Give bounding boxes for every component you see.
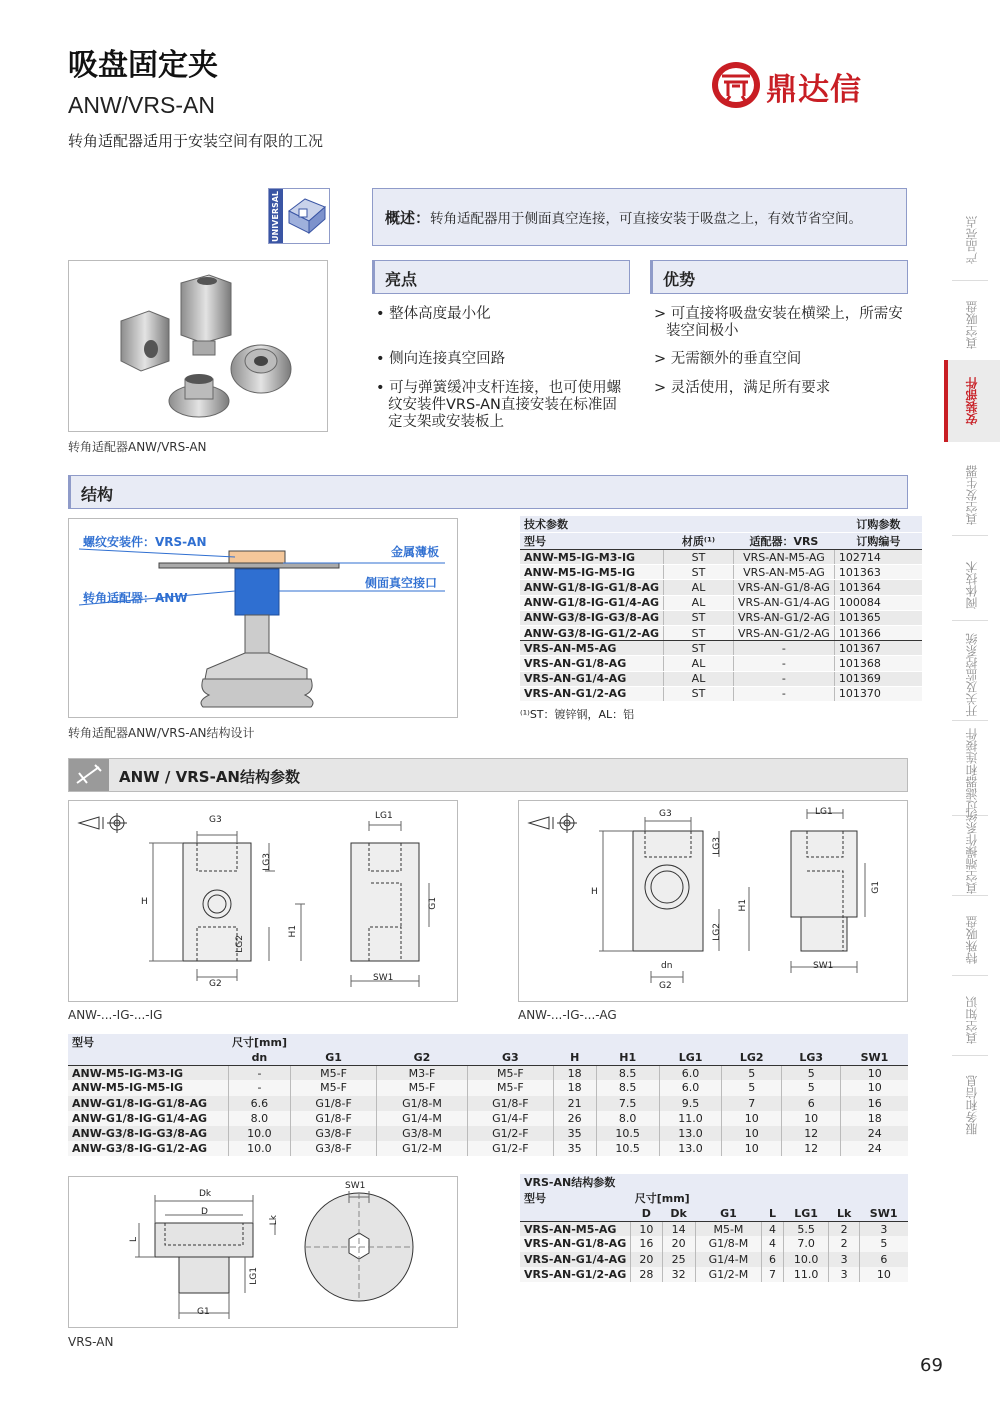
cell-value: 12	[781, 1141, 840, 1156]
cell-value: 7	[762, 1267, 784, 1282]
vrs-caption: VRS-AN	[68, 1335, 114, 1349]
anw-table-wrapper	[68, 1034, 908, 1156]
dim-label-lg1: LG1	[249, 1267, 259, 1285]
cell-value: 13.0	[659, 1126, 722, 1141]
anw-ig-ag-svg	[519, 801, 907, 1001]
column-header: LG3	[781, 1050, 840, 1065]
cell-value: 10	[859, 1267, 908, 1282]
cell-value: 24	[841, 1126, 908, 1141]
advantage-item: > 无需额外的垂直空间	[654, 351, 802, 367]
cell-value: 4	[762, 1236, 784, 1251]
label-plate: 金属薄板	[391, 545, 440, 559]
cell-value: 3	[829, 1267, 859, 1282]
dim-label-g1: G1	[428, 897, 438, 910]
cell-value: 20	[662, 1236, 695, 1251]
cell-value: G3/8-F	[291, 1141, 376, 1156]
row-model: ANW-M5-IG-M3-IG	[68, 1065, 228, 1080]
row-model: ANW-G1/8-IG-G1/8-AG	[68, 1096, 228, 1111]
cell-value: G3/8-M	[376, 1126, 467, 1141]
cell-value: 3	[859, 1221, 908, 1236]
cell-value: 5.5	[783, 1221, 829, 1236]
sidenav-item-suction-cups[interactable]: 真空吸盘	[965, 301, 979, 349]
overview-label: 概述：	[385, 209, 431, 227]
table-group-header: 技术参数	[520, 516, 834, 533]
row-model: VRS-AN-G1/4-AG	[520, 1252, 631, 1267]
cell-value: 8.5	[596, 1065, 659, 1080]
sidenav-item-valves[interactable]: 阀体技术	[965, 561, 979, 609]
cell-value: 18	[841, 1111, 908, 1126]
cell-value: 10.5	[596, 1141, 659, 1156]
dim-label-dk: Dk	[199, 1189, 212, 1199]
cell-value: 11.0	[783, 1267, 829, 1282]
table-row	[520, 1236, 908, 1251]
cell-value: G1/4-M	[695, 1252, 761, 1267]
dim-label-lg2: LG2	[712, 923, 722, 941]
dim-label-d: D	[201, 1207, 208, 1217]
dim-label-dn: dn	[661, 961, 673, 971]
universal-badge	[268, 188, 330, 244]
adapter-photo-image	[69, 261, 327, 431]
cell-value: 24	[841, 1141, 908, 1156]
cell-value: 10	[722, 1126, 781, 1141]
label-side-port: 侧面真空接口	[365, 576, 438, 590]
anw-ig-ig-svg	[69, 801, 457, 1001]
cell-value: G1/2-M	[376, 1141, 467, 1156]
dim-label-g3: G3	[209, 815, 222, 825]
table-title: VRS-AN结构参数	[520, 1174, 908, 1190]
cell-value: 6.0	[659, 1080, 722, 1095]
row-model: VRS-AN-G1/2-AG	[520, 1267, 631, 1282]
advantages-header: 优势	[650, 260, 908, 294]
cell-value: G1/8-M	[376, 1096, 467, 1111]
table-row	[68, 1080, 908, 1095]
cell-value: 8.5	[596, 1080, 659, 1095]
cell-value: 11.0	[659, 1111, 722, 1126]
highlights-header: 亮点	[372, 260, 630, 294]
dims-header	[68, 758, 908, 792]
sidenav-item-filters[interactable]: 过滤器和连接件	[965, 728, 979, 812]
sidenav-item-highlights[interactable]: 产品亮点	[965, 216, 979, 264]
label-anw: 转角适配器：ANW	[83, 591, 188, 605]
cell-value: M5-F	[376, 1080, 467, 1095]
cell-value: 10.0	[783, 1252, 829, 1267]
column-header: LG2	[722, 1050, 781, 1065]
dim-label-g3: G3	[659, 809, 672, 819]
cell-value: G3/8-F	[291, 1126, 376, 1141]
column-header: G1	[291, 1050, 376, 1065]
cell-value: 2	[829, 1221, 859, 1236]
cell-value: 4	[762, 1221, 784, 1236]
overview-text: 转角适配器用于侧面真空连接，可直接安装于吸盘之上，有效节省空间。	[430, 211, 863, 227]
dim-label-lg2: LG2	[235, 935, 245, 953]
column-header: 订购编号	[834, 533, 922, 550]
table-group-header: 订购参数	[834, 516, 922, 533]
table-row: VRS-AN-G1/8-AG AL - 101368	[520, 656, 922, 671]
cell-value: M3-F	[376, 1065, 467, 1080]
cell-value: 7	[722, 1096, 781, 1111]
order-table	[520, 516, 922, 702]
sidenav-item-end-systems[interactable]: 真空端操作系统	[965, 810, 979, 895]
cell-value: 10	[722, 1141, 781, 1156]
sidenav-item-generators[interactable]: 真空发生器	[965, 465, 979, 525]
page-number: 69	[920, 1355, 943, 1376]
table-row: ANW-M5-IG-M3-IG ST VRS-AN-M5-AG 102714	[520, 550, 922, 565]
cell-value: G1/2-F	[468, 1126, 553, 1141]
cell-value: -	[228, 1080, 291, 1095]
column-header: 型号	[68, 1034, 228, 1050]
cell-value: 10	[631, 1221, 662, 1236]
cell-value: 7.5	[596, 1096, 659, 1111]
table-row	[520, 1252, 908, 1267]
cell-value: 10.5	[596, 1126, 659, 1141]
cell-value: 5	[781, 1080, 840, 1095]
vrs-dims-table	[520, 1174, 908, 1282]
cell-value: 6.0	[659, 1065, 722, 1080]
advantage-item: > 可直接将吸盘安装在横梁上，所需安装空间极小	[654, 306, 903, 339]
dim-label-h: H	[141, 897, 148, 907]
cell-value: 16	[841, 1096, 908, 1111]
column-header: 适配器：VRS	[734, 533, 835, 550]
cell-value: 32	[662, 1267, 695, 1282]
vrs-an-svg	[69, 1177, 457, 1327]
cell-value: 13.0	[659, 1141, 722, 1156]
dim-label-lg1: LG1	[815, 807, 833, 817]
dimension-icon	[69, 759, 109, 791]
anw-ig-ag-drawing	[518, 800, 908, 1002]
dim-label-g1: G1	[871, 881, 881, 894]
cell-value: 10	[841, 1065, 908, 1080]
order-table-wrapper	[520, 516, 922, 722]
highlight-item: • 侧向连接真空回路	[376, 351, 506, 367]
sidenav-item-special-cups[interactable]: 特殊吸盘	[965, 916, 979, 964]
dim-label-sw1: SW1	[373, 973, 394, 983]
vrs-table-wrapper	[520, 1174, 908, 1282]
column-header: H	[553, 1050, 596, 1065]
cell-value: 6.6	[228, 1096, 291, 1111]
table-row: VRS-AN-G1/2-AG ST - 101370	[520, 686, 922, 701]
sidenav-item-mounting[interactable]: 安装部件	[944, 360, 1000, 442]
column-header: 型号	[520, 1190, 631, 1206]
column-header: G1	[695, 1206, 761, 1221]
column-header: LG1	[783, 1206, 829, 1221]
cell-value: 7.0	[783, 1236, 829, 1251]
table-row	[520, 1221, 908, 1236]
cell-value: 5	[859, 1236, 908, 1251]
table-row	[68, 1126, 908, 1141]
sidenav-item-switches[interactable]: 开关及监控系统	[965, 633, 979, 717]
column-header: G2	[376, 1050, 467, 1065]
column-header: dn	[228, 1050, 291, 1065]
product-photo	[68, 260, 328, 432]
brand-name: 鼎达信	[766, 72, 862, 108]
page-title: 吸盘固定夹	[68, 48, 218, 83]
cell-value: M5-F	[468, 1080, 553, 1095]
cell-value: 25	[662, 1252, 695, 1267]
drawing-caption-left: ANW-...-IG-...-IG	[68, 1008, 163, 1022]
dim-label-lk: Lk	[269, 1215, 279, 1226]
cell-value: 14	[662, 1221, 695, 1236]
advantage-item: > 灵活使用，满足所有要求	[654, 380, 831, 396]
table-row	[68, 1065, 908, 1080]
drawing-caption-right: ANW-...-IG-...-AG	[518, 1008, 617, 1022]
cell-value: G1/4-M	[376, 1111, 467, 1126]
dim-label-g2: G2	[209, 979, 222, 989]
dim-label-h1: H1	[288, 925, 298, 938]
cell-value: 21	[553, 1096, 596, 1111]
column-header: G3	[468, 1050, 553, 1065]
cell-value: G1/8-M	[695, 1236, 761, 1251]
table-row: VRS-AN-G1/4-AG AL - 101369	[520, 671, 922, 686]
table-row	[68, 1141, 908, 1156]
cell-value: 10.0	[228, 1141, 291, 1156]
table-row: ANW-G1/8-IG-G1/8-AG AL VRS-AN-G1/8-AG 101364	[520, 580, 922, 595]
cell-value: 26	[553, 1111, 596, 1126]
dim-label-lg3: LG3	[262, 853, 272, 871]
column-header: LG1	[659, 1050, 722, 1065]
dim-label-l: L	[129, 1237, 139, 1243]
cell-value: M5-M	[695, 1221, 761, 1236]
dim-label-h1: H1	[738, 899, 748, 912]
cell-value: 16	[631, 1236, 662, 1251]
cell-value: 2	[829, 1236, 859, 1251]
label-vrs: 螺纹安装件：VRS-AN	[83, 535, 207, 549]
cell-value: G1/2-F	[468, 1141, 553, 1156]
cell-value: 18	[553, 1065, 596, 1080]
cell-value: 5	[722, 1065, 781, 1080]
column-header: D	[631, 1206, 662, 1221]
column-header: SW1	[859, 1206, 908, 1221]
photo-caption: 转角适配器ANW/VRS-AN	[68, 440, 207, 454]
table-row	[68, 1096, 908, 1111]
column-header: L	[762, 1206, 784, 1221]
cell-value: 10	[722, 1111, 781, 1126]
table-group-header: 尺寸[mm]	[228, 1034, 908, 1050]
cell-value: 10	[841, 1080, 908, 1095]
brand-logo	[710, 60, 915, 110]
dims-title: ANW / VRS-AN结构参数	[119, 768, 300, 786]
dim-label-lg1: LG1	[375, 811, 393, 821]
row-model: ANW-G1/8-IG-G1/4-AG	[68, 1111, 228, 1126]
cell-value: 10.0	[228, 1126, 291, 1141]
column-header: 型号	[520, 533, 664, 550]
row-model: ANW-G3/8-IG-G3/8-AG	[68, 1126, 228, 1141]
cell-value: G1/8-F	[291, 1111, 376, 1126]
vrs-an-drawing	[68, 1176, 458, 1328]
cell-value: G1/8-F	[468, 1096, 553, 1111]
cell-value: 5	[722, 1080, 781, 1095]
cell-value: 6	[762, 1252, 784, 1267]
table-row: VRS-AN-M5-AG ST - 101367	[520, 641, 922, 656]
table-footnote: ⁽¹⁾ST：镀锌钢，AL：铝	[520, 707, 635, 721]
column-header: Lk	[829, 1206, 859, 1221]
table-group-header: 尺寸[mm]	[631, 1190, 908, 1206]
table-row	[68, 1111, 908, 1126]
cell-value: 6	[859, 1252, 908, 1267]
cell-value: 12	[781, 1126, 840, 1141]
brand-mark-icon	[710, 60, 762, 110]
structure-diagram	[68, 518, 458, 718]
highlight-item: • 可与弹簧缓冲支杆连接，也可使用螺纹安装件VRS-AN直接安装在标准固定支架或安装板上	[376, 380, 622, 430]
page-subtitle: ANW/VRS-AN	[68, 92, 215, 118]
sidenav-item-knowledge[interactable]: 真空知识	[965, 996, 979, 1044]
dim-label-lg3: LG3	[712, 837, 722, 855]
anw-ig-ig-drawing	[68, 800, 458, 1002]
cell-value: 10	[781, 1111, 840, 1126]
cell-value: 18	[553, 1080, 596, 1095]
cell-value: 35	[553, 1141, 596, 1156]
dim-label-h: H	[591, 887, 598, 897]
universal-badge-label: UNIVERSAL	[269, 189, 283, 243]
dim-label-g2: G2	[659, 981, 672, 991]
universal-adapter-icon	[285, 193, 329, 239]
cell-value: G1/4-F	[468, 1111, 553, 1126]
side-nav	[944, 200, 1000, 1200]
highlight-item: • 整体高度最小化	[376, 306, 491, 322]
structure-caption: 转角适配器ANW/VRS-AN结构设计	[68, 726, 255, 740]
row-model: VRS-AN-M5-AG	[520, 1221, 631, 1236]
dim-label-g1: G1	[197, 1307, 210, 1317]
anw-dims-table	[68, 1034, 908, 1156]
cell-value: 8.0	[228, 1111, 291, 1126]
cell-value: -	[228, 1065, 291, 1080]
cell-value: 5	[781, 1065, 840, 1080]
table-row: ANW-M5-IG-M5-IG ST VRS-AN-M5-AG 101363	[520, 565, 922, 580]
cell-value: 9.5	[659, 1096, 722, 1111]
row-model: ANW-M5-IG-M5-IG	[68, 1080, 228, 1095]
cell-value: 20	[631, 1252, 662, 1267]
page-description: 转角适配器适用于安装空间有限的工况	[68, 132, 324, 150]
table-row	[520, 1267, 908, 1282]
cell-value: 8.0	[596, 1111, 659, 1126]
cell-value: 35	[553, 1126, 596, 1141]
table-row: ANW-G3/8-IG-G3/8-AG ST VRS-AN-G1/2-AG 101365	[520, 610, 922, 625]
cell-value: 3	[829, 1252, 859, 1267]
cell-value: M5-F	[291, 1065, 376, 1080]
column-header: SW1	[841, 1050, 908, 1065]
table-row: ANW-G1/8-IG-G1/4-AG AL VRS-AN-G1/4-AG 100084	[520, 595, 922, 610]
structure-header: 结构	[68, 475, 908, 509]
cell-value: M5-F	[291, 1080, 376, 1095]
cell-value: G1/2-M	[695, 1267, 761, 1282]
cell-value: 6	[781, 1096, 840, 1111]
cell-value: G1/8-F	[291, 1096, 376, 1111]
sidenav-item-service[interactable]: 服务和信息	[965, 1075, 979, 1135]
column-header: H1	[596, 1050, 659, 1065]
dim-label-sw1: SW1	[813, 961, 834, 971]
row-model: VRS-AN-G1/8-AG	[520, 1236, 631, 1251]
overview-box	[372, 188, 907, 246]
cell-value: M5-F	[468, 1065, 553, 1080]
column-header: 材质⁽¹⁾	[664, 533, 734, 550]
table-row: ANW-G3/8-IG-G1/2-AG ST VRS-AN-G1/2-AG 101366	[520, 625, 922, 640]
dim-label-sw1: SW1	[345, 1181, 366, 1191]
row-model: ANW-G3/8-IG-G1/2-AG	[68, 1141, 228, 1156]
cell-value: 28	[631, 1267, 662, 1282]
column-header: Dk	[662, 1206, 695, 1221]
